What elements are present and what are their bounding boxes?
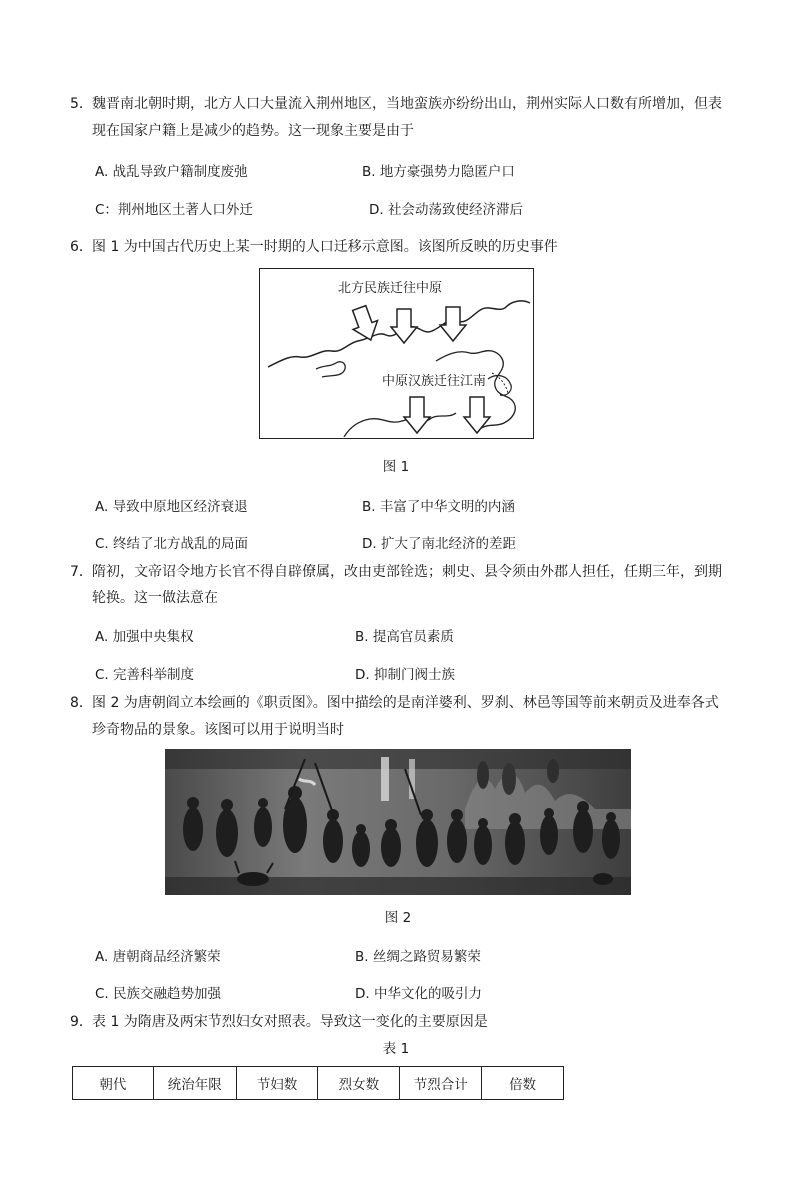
q7-stem-line1: 隋初，文帝诏令地方长官不得自辟僚属，改由吏部铨选；刺史、县令须由外郡人担任，任期三年，到期 [92, 564, 722, 580]
q6-option-b[interactable]: B. 丰富了中华文明的内涵 [362, 499, 515, 515]
q6-option-d[interactable]: D. 扩大了南北经济的差距 [362, 536, 516, 552]
q8-option-c[interactable]: C. 民族交融趋势加强 [95, 986, 222, 1002]
q5-stem-line1: 魏晋南北朝时期，北方人口大量流入荆州地区，当地蛮族亦纷纷出山，荆州实际人口数有所增加，但表 [92, 96, 722, 112]
migration-map-figure [259, 268, 534, 439]
q7-stem-line2: 轮换。这一做法意在 [92, 590, 218, 606]
table-header-cell: 节妇数 [236, 1067, 318, 1100]
q8-option-d[interactable]: D. 中华文化的吸引力 [355, 986, 482, 1002]
table-header-cell: 统治年限 [153, 1067, 236, 1100]
q8-number: 8． [70, 695, 93, 711]
arrow-5 [464, 397, 490, 433]
q7-option-a[interactable]: A. 加强中央集权 [95, 629, 194, 645]
table-header-cell: 倍数 [482, 1067, 564, 1100]
figure-2-caption: 图 2 [384, 910, 412, 926]
map-label-south: 中原汉族迁往江南 [382, 374, 487, 389]
map-label-north: 北方民族迁往中原 [338, 281, 443, 296]
q9-stem-line1: 表 1 为隋唐及两宋节烈妇女对照表。导致这一变化的主要原因是 [92, 1014, 488, 1030]
q6-number: 6． [70, 239, 93, 255]
q5-option-b[interactable]: B. 地方豪强势力隐匿户口 [362, 164, 515, 180]
q8-option-a[interactable]: A. 唐朝商品经济繁荣 [95, 949, 221, 965]
q7-number: 7． [70, 564, 93, 580]
q7-option-c[interactable]: C. 完善科举制度 [95, 667, 195, 683]
q7-option-b[interactable]: B. 提高官员素质 [355, 629, 454, 645]
table-header-cell: 朝代 [73, 1067, 154, 1100]
figure-1-caption: 图 1 [382, 459, 410, 475]
q8-option-b[interactable]: B. 丝绸之路贸易繁荣 [355, 949, 481, 965]
table-1-caption: 表 1 [382, 1041, 410, 1057]
arrow-2 [391, 309, 417, 343]
table-header-row [73, 1067, 564, 1100]
tribute-painting [165, 749, 631, 895]
q8-stem-line2: 珍奇物品的景象。该图可以用于说明当时 [92, 722, 344, 738]
q5-option-c[interactable]: C：荆州地区土著人口外迁 [95, 202, 253, 218]
q5-stem-line2: 现在国家户籍上是减少的趋势。这一现象主要是由于 [92, 123, 414, 139]
q7-option-d[interactable]: D. 抑制门阀士族 [355, 667, 455, 683]
table-header-cell: 节烈合计 [400, 1067, 482, 1100]
q9-number: 9． [70, 1014, 93, 1030]
virtuous-women-table [72, 1066, 564, 1100]
q5-option-a[interactable]: A. 战乱导致户籍制度废弛 [95, 164, 248, 180]
q8-stem-line1: 图 2 为唐朝阎立本绘画的《职贡图》。图中描绘的是南洋婆利、罗刹、林邑等国等前来朝贡及进奉各式 [92, 695, 719, 711]
q6-stem-line1: 图 1 为中国古代历史上某一时期的人口迁移示意图。该图所反映的历史事件 [92, 239, 558, 255]
q6-option-c[interactable]: C. 终结了北方战乱的局面 [95, 536, 249, 552]
q6-option-a[interactable]: A. 导致中原地区经济衰退 [95, 499, 248, 515]
table-header-cell: 烈女数 [318, 1067, 400, 1100]
q5-number: 5． [70, 96, 93, 112]
q5-option-d[interactable]: D. 社会动荡致使经济滞后 [369, 202, 523, 218]
arrow-4 [404, 397, 430, 433]
tribute-painting-image [165, 749, 631, 895]
